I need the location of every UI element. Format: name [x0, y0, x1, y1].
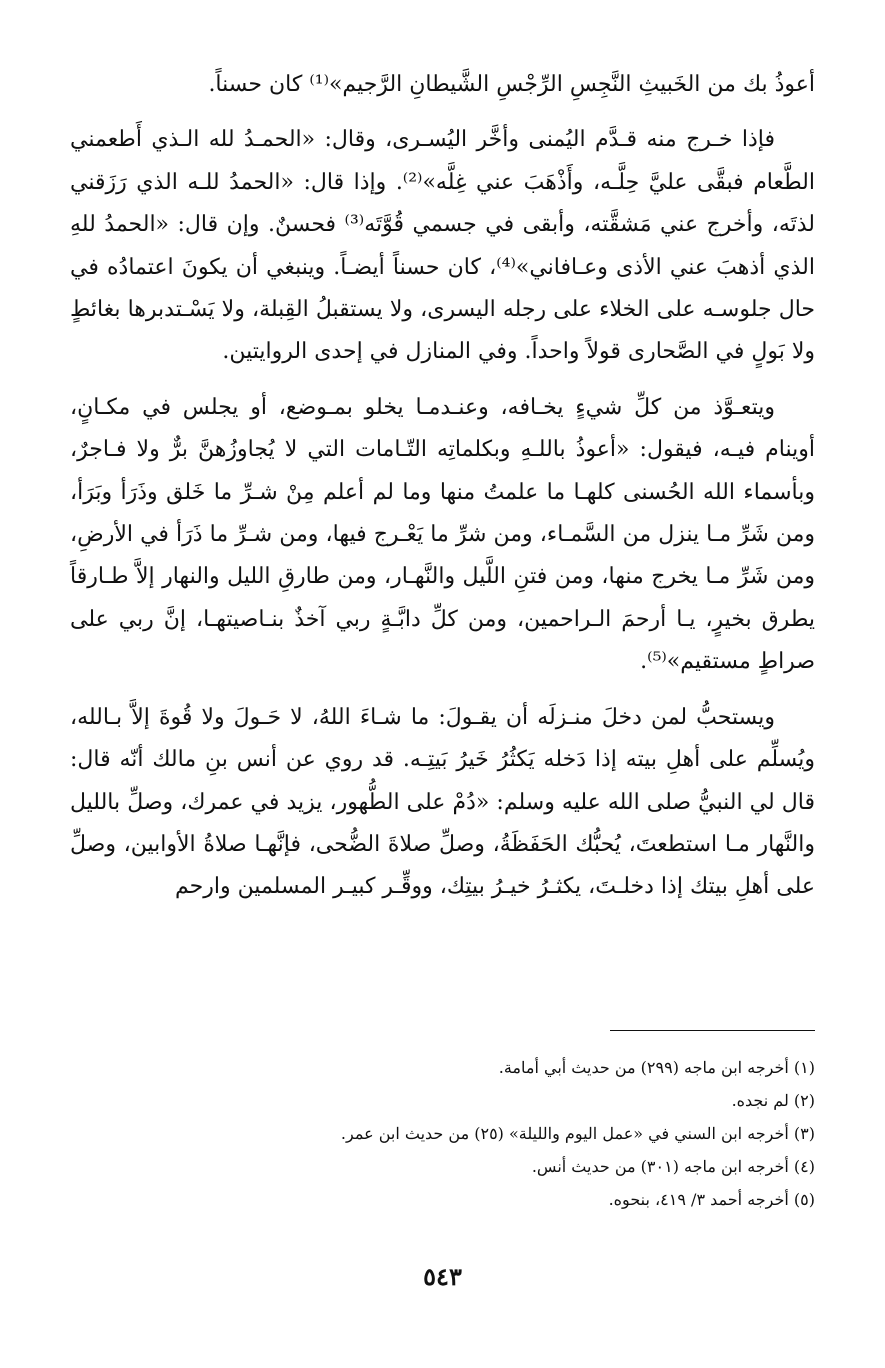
- main-text: [70, 64, 815, 922]
- footnote-2: (٢) لم نجده.: [731, 1091, 815, 1110]
- page-number: ٥٤٣: [423, 1262, 462, 1291]
- footnote-4: (٤) أخرجه ابن ماجه (٣٠١) من حديث أنس.: [531, 1157, 815, 1176]
- footnote-3: (٣) أخرجه ابن السني في «عمل اليوم والليلة» (٢٥) من حديث ابن عمر.: [340, 1124, 815, 1143]
- footnotes: [70, 1030, 815, 1216]
- paragraph-leaving-toilet: فإذا خـرج منه قـدَّم اليُمنى وأخَّر اليُسـرى، وقال: «الحمـدُ لله الـذي أَطعمني الطَّعام فبقَّى عليَّ حِلَّـه، وأَذْهَبَ عني غِلَّه»⁽²⁾. وإذا قال: «الحمدُ للـه الذي رَزَقني لذتَه، وأخرج عني مَشقَّته، وأبقى في جسمي قُوَّتَه⁽³⁾ فحسنٌ. وإن قال: «الحمدُ للهِ الذي أذهبَ عني الأذى وعـافاني»⁽⁴⁾، كان حسناً أيضـاً. وينبغي أن يكونَ اعتمادُه في حال جلوسـه على الخلاء على رجله اليسرى، ولا يستقبلُ القِبلة، ولا يَسْـتدبرها بغائطٍ ولا بَولٍ في الصَّحارى قولاً واحداً. وفي المنازل في إحدى الروايتين.: [70, 127, 815, 365]
- paragraph-entering-home: ويستحبُّ لمن دخلَ منـزلَه أن يقـولَ: ما شـاءَ اللهُ، لا حَـولَ ولا قُوةَ إلاَّ بـالله، ويُسلِّم على أهلِ بيته إذا دَخله يَكثُرُ خَيرُ بَيتِـه. قد روي عن أنس بنِ مالك أنّه قال: قال لي النبيُّ صلى الله عليه وسلم: «دُمْ على الطُّهور، يزيد في عمرك، وصلِّ بالليل والنَّهار مـا استطعتَ، يُحبُّك الحَفَظَةُ، وصلِّ صلاةَ الضُّحى، فإنَّهـا صلاةُ الأوابين، وصلِّ على أهلِ بيتك إذا دخلـتَ، يكثـرُ خيـرُ بيتِك، ووقِّـر كبيـر المسلمين وارحم: [70, 704, 815, 900]
- footnote-1: (١) أخرجه ابن ماجه (٢٩٩) من حديث أبي أمامة.: [498, 1058, 815, 1077]
- paragraph-seeking-refuge: ويتعـوَّذ من كلِّ شيءٍ يخـافه، وعنـدمـا يخلو بمـوضع، أو يجلس في مكـانٍ، أوينام فيـه، فيقول: «أعوذُ باللـهِ وبكلماتِه التّـامات التي لا يُجاوزُهنَّ برٌّ ولا فـاجرٌ، وبأسماء الله الحُسنى كلهـا ما علمتُ منها وما لم أعلم مِنْ شـرِّ ما خَلق وذَرَأ وبَرَأ، ومن شَرِّ مـا ينزل من السَّمـاء، ومن شرِّ ما يَعْـرج فيها، ومن شـرِّ ما ذَرَأ في الأرضِ، ومن شَرِّ مـا يخرج منها، ومن فتنِ اللَّيل والنَّهـار، ومن طارقِ الليل والنهار إلاَّ طـارقاً يطرق بخيرٍ، يـا أرحمَ الـراحمين، ومن كلِّ دابَّـةٍ ربي آخذٌ بنـاصيتهـا، إنَّ ربي على صراطٍ مستقيم»⁽⁵⁾.: [70, 394, 815, 675]
- footnote-divider: [610, 1030, 815, 1031]
- paragraph-continuation: أعوذُ بك من الخَبيثِ النَّجِسِ الرِّجْسِ الشَّيطانِ الرَّجيم»⁽¹⁾ كان حسناً.: [208, 72, 815, 97]
- footnote-5: (٥) أخرجه أحمد ٣/ ٤١٩، بنحوه.: [608, 1190, 815, 1209]
